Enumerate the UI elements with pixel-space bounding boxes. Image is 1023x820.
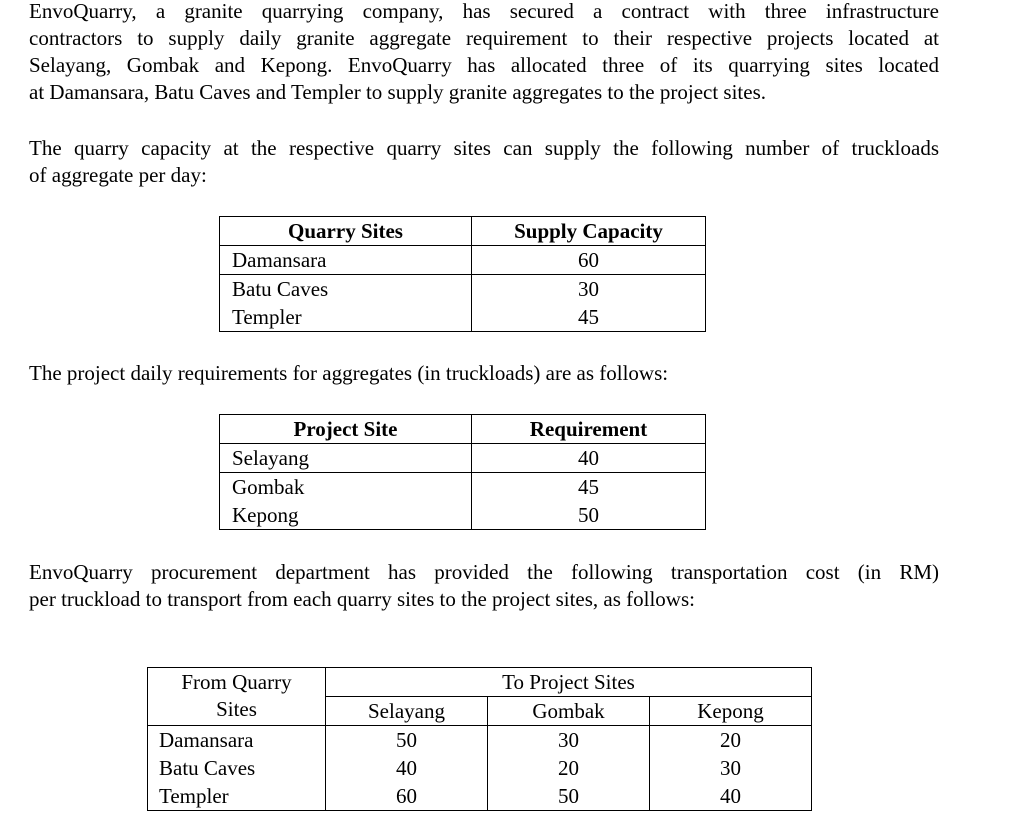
table-row [148,754,812,782]
header-from-line2: Sites [216,697,257,721]
capacity-line: The quarry capacity at the respective quarry sites can supply the following number of truckloads [29,136,939,160]
header-supply-capacity: Supply Capacity [472,217,706,246]
cell-value: 45 [472,303,706,332]
table-row [220,473,706,502]
requirement-line: The project daily requirements for aggregates (in truckloads) are as follows: [29,361,669,385]
cell-value: 30 [472,275,706,304]
cost-paragraph [29,559,939,613]
table-row [148,726,812,755]
cell-value: 50 [472,501,706,530]
cell-value: 20 [488,754,650,782]
header-kepong: Kepong [650,697,812,726]
requirement-paragraph [29,360,939,387]
cell-site: Batu Caves [220,275,472,304]
cell-value: 50 [488,782,650,811]
table-row [220,303,706,332]
cell-value: 50 [326,726,488,755]
intro-line: contractors to supply daily granite aggregate requirement to their respective projects located at [29,26,939,50]
header-from-quarry-sites [148,668,326,726]
supply-capacity-table [219,216,706,332]
table-row [220,246,706,275]
table-header-row [220,217,706,246]
cell-value: 30 [488,726,650,755]
table-row [220,275,706,304]
cell-value: 20 [650,726,812,755]
cell-site: Templer [148,782,326,811]
header-selayang: Selayang [326,697,488,726]
table-row [220,501,706,530]
intro-paragraph [29,0,939,106]
table-row [148,782,812,811]
intro-line: EnvoQuarry, a granite quarrying company, has secured a contract with three infrastructure [29,0,939,23]
header-quarry-sites: Quarry Sites [220,217,472,246]
transportation-cost-table [147,667,812,811]
cost-line: per truckload to transport from each quarry sites to the project sites, as follows: [29,587,695,611]
cell-site: Gombak [220,473,472,502]
table-header-row [220,415,706,444]
capacity-line: of aggregate per day: [29,163,207,187]
cell-site: Kepong [220,501,472,530]
table-row [220,444,706,473]
cell-site: Damansara [220,246,472,275]
cost-line: EnvoQuarry procurement department has provided the following transportation cost (in RM) [29,560,939,584]
intro-line: at Damansara, Batu Caves and Templer to supply granite aggregates to the project sites. [29,80,766,104]
header-project-site: Project Site [220,415,472,444]
cell-site: Selayang [220,444,472,473]
cell-value: 45 [472,473,706,502]
capacity-paragraph [29,135,939,189]
cell-value: 60 [326,782,488,811]
project-requirement-table [219,414,706,530]
cell-value: 60 [472,246,706,275]
cell-value: 40 [326,754,488,782]
table-header-row [148,668,812,697]
cell-value: 40 [472,444,706,473]
header-from-line1: From Quarry [181,670,292,694]
cell-site: Batu Caves [148,754,326,782]
header-gombak: Gombak [488,697,650,726]
cell-value: 40 [650,782,812,811]
header-to-project-sites: To Project Sites [326,668,812,697]
cell-site: Templer [220,303,472,332]
cell-site: Damansara [148,726,326,755]
cell-value: 30 [650,754,812,782]
header-requirement: Requirement [472,415,706,444]
intro-line: Selayang, Gombak and Kepong. EnvoQuarry has allocated three of its quarrying sites located [29,53,939,77]
